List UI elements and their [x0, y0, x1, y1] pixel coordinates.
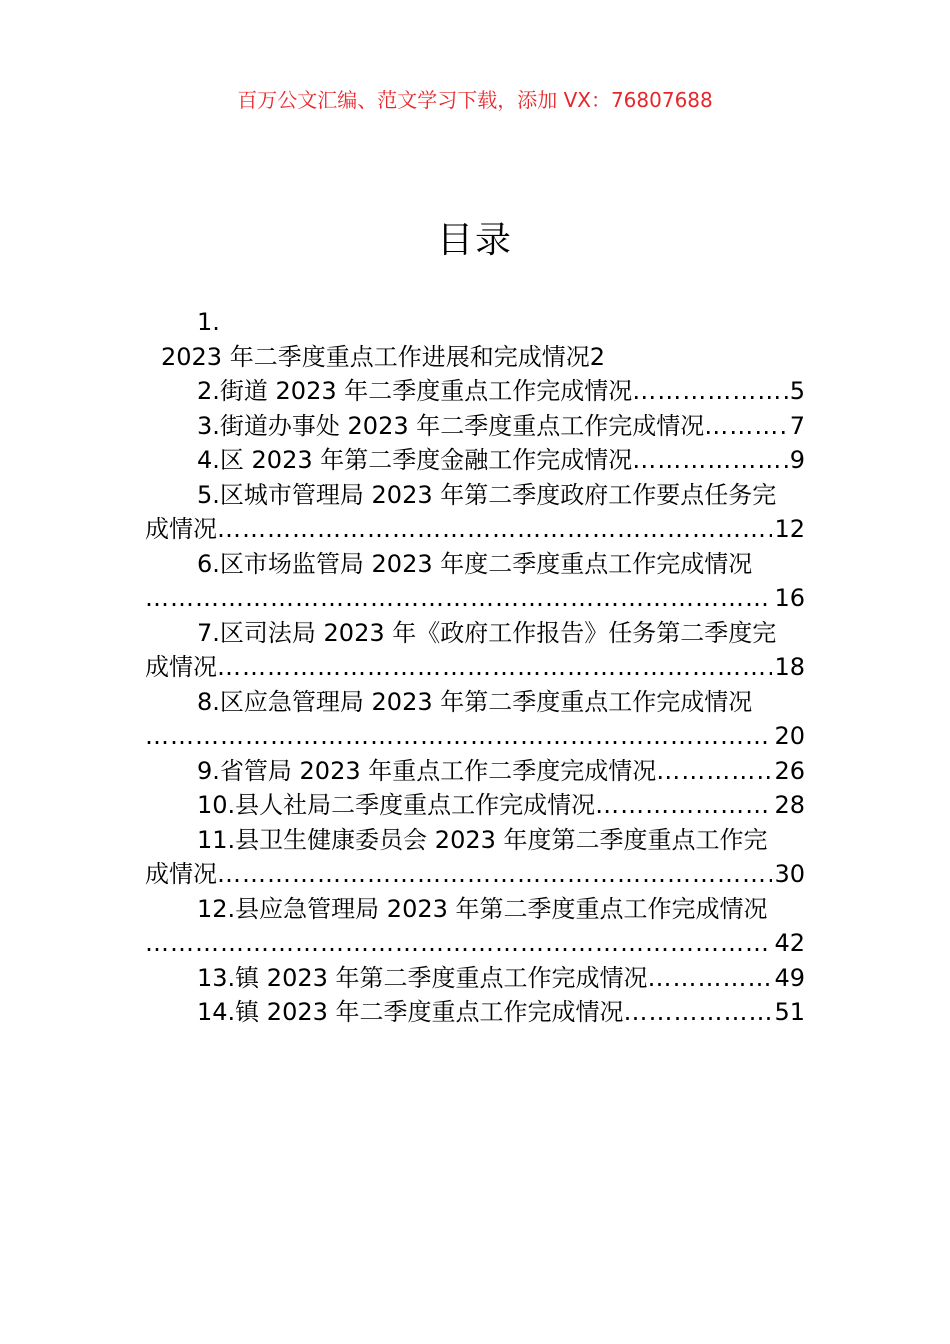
toc-entry-10[interactable] — [145, 788, 805, 823]
toc-entry-14[interactable] — [145, 995, 805, 1030]
toc-entry-13[interactable] — [145, 961, 805, 996]
toc-entry-label: 4.区 2023 年第二季度金融工作完成情况 — [197, 446, 633, 474]
toc-page-number: 18 — [774, 653, 805, 681]
toc-entry-5[interactable] — [145, 478, 805, 547]
toc-entry-label: 2023 年二季度重点工作进展和完成情况 — [161, 342, 590, 371]
toc-page-number: 20 — [774, 722, 805, 750]
toc-entry-label: 12.县应急管理局 2023 年第二季度重点工作完成情况 — [197, 894, 768, 923]
toc-entry-label: 成情况 — [145, 860, 217, 888]
page-title: 目录 — [436, 220, 513, 261]
toc-entry-label: 3.街道办事处 2023 年二季度重点工作完成情况 — [197, 411, 705, 440]
toc-page-number: 16 — [774, 584, 805, 612]
toc-entry-label: 9.省管局 2023 年重点工作二季度完成情况 — [197, 756, 657, 785]
toc-page-number: 28 — [774, 791, 805, 819]
toc-page-number: 51 — [774, 998, 805, 1026]
toc-entry-label: 1. — [197, 308, 220, 336]
toc-entry-label: 11.县卫生健康委员会 2023 年度第二季度重点工作完 — [197, 825, 768, 854]
dot-leader — [648, 961, 773, 996]
toc-page-number: 49 — [774, 963, 805, 992]
dot-leader — [704, 409, 787, 444]
toc-page-number: 5 — [789, 377, 805, 405]
toc-entry-7[interactable] — [145, 616, 805, 685]
toc-page-number: 26 — [774, 756, 805, 785]
toc-page-number: 2 — [589, 342, 605, 371]
toc-entry-label: 8.区应急管理局 2023 年第二季度重点工作完成情况 — [197, 687, 753, 716]
toc-entry-label: 2.街道 2023 年二季度重点工作完成情况 — [197, 377, 633, 405]
dot-leader — [595, 788, 772, 823]
toc-entry-12[interactable] — [145, 892, 805, 961]
toc-entry-1[interactable] — [145, 305, 805, 374]
dot-leader — [217, 857, 772, 892]
dot-leader — [145, 926, 772, 961]
dot-leader — [217, 512, 772, 547]
toc-entry-label: 5.区城市管理局 2023 年第二季度政府工作要点任务完 — [197, 480, 777, 509]
dot-leader — [624, 995, 773, 1030]
toc-entry-2[interactable] — [145, 374, 805, 409]
dot-leader — [632, 374, 787, 409]
toc-page-number: 12 — [774, 515, 805, 543]
toc-page-number: 30 — [774, 860, 805, 888]
toc-page-number: 7 — [789, 411, 805, 440]
toc-page-number: 9 — [789, 446, 805, 474]
toc-entry-4[interactable] — [145, 443, 805, 478]
toc-entry-label: 13.镇 2023 年第二季度重点工作完成情况 — [197, 963, 648, 992]
toc-entry-8[interactable] — [145, 685, 805, 754]
table-of-contents — [145, 305, 805, 1030]
promo-header: 百万公文汇编、范文学习下载，添加 VX：76807688 — [237, 88, 713, 112]
toc-entry-label: 成情况 — [145, 653, 217, 681]
dot-leader — [145, 581, 772, 616]
toc-entry-11[interactable] — [145, 823, 805, 892]
toc-entry-label: 14.镇 2023 年二季度重点工作完成情况 — [197, 998, 624, 1026]
dot-leader — [145, 719, 772, 754]
toc-entry-6[interactable] — [145, 547, 805, 616]
toc-entry-label: 成情况 — [145, 515, 217, 543]
toc-entry-3[interactable] — [145, 409, 805, 444]
dot-leader — [656, 754, 772, 789]
dot-leader — [632, 443, 787, 478]
toc-entry-label: 10.县人社局二季度重点工作完成情况 — [197, 791, 596, 819]
toc-entry-label: 6.区市场监管局 2023 年度二季度重点工作完成情况 — [197, 549, 753, 578]
toc-entry-9[interactable] — [145, 754, 805, 789]
toc-page-number: 42 — [774, 929, 805, 957]
dot-leader — [217, 650, 772, 685]
toc-entry-label: 7.区司法局 2023 年《政府工作报告》任务第二季度完 — [197, 618, 777, 647]
